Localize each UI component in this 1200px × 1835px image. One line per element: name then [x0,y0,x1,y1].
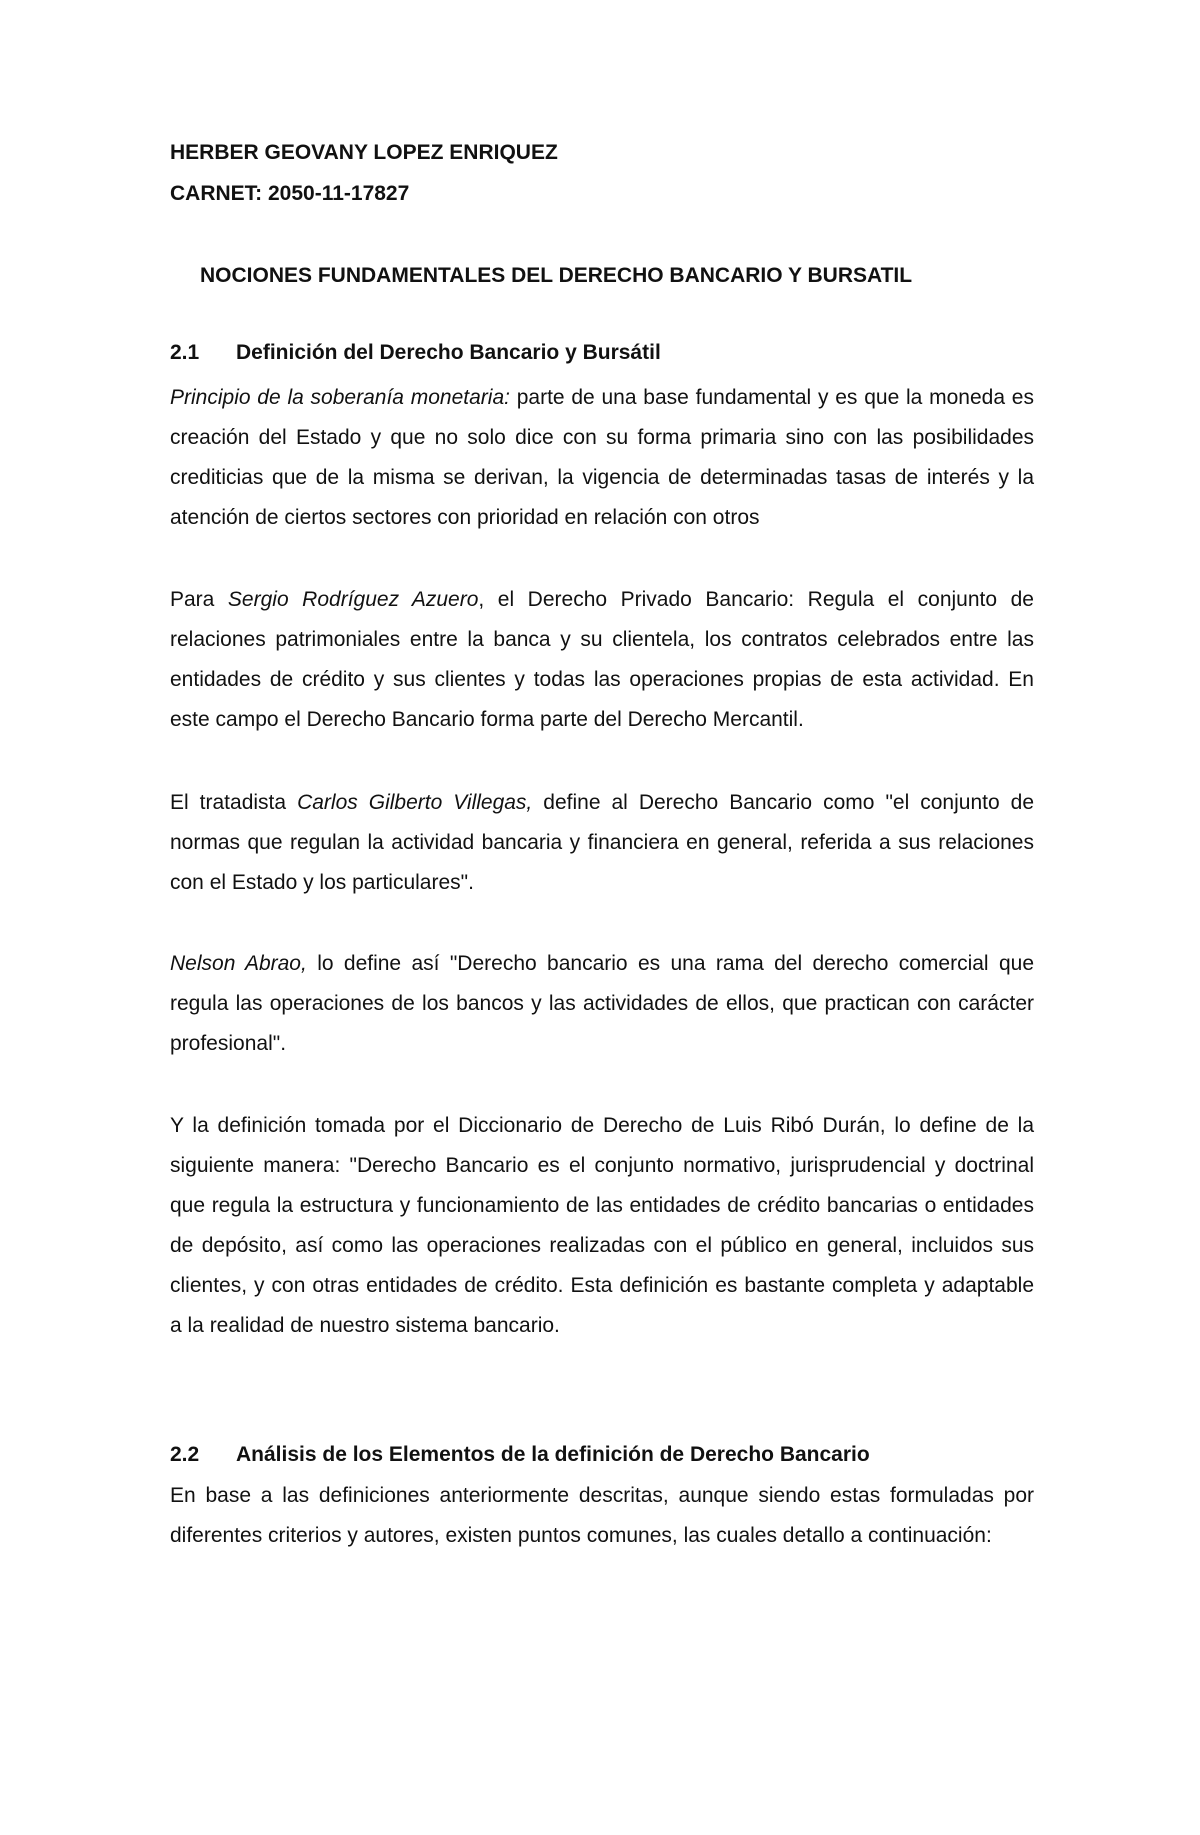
author-reference: Carlos Gilberto Villegas, [297,791,533,814]
paragraph-text: En base a las definiciones anteriormente descritas, aunque siendo estas formuladas por diferentes criterios y autores, existen puntos comunes, las cuales detallo a continuación: [170,1484,1034,1547]
section-heading-2-2 [170,1440,870,1470]
student-id: CARNET: 2050-11-17827 [170,182,410,205]
paragraph-text-before: El tratadista [170,791,298,814]
paragraph-text: parte de una base fundamental y es que la moneda es creación del Estado y que no solo dice con su forma primaria sino con las posibilidades crediticias que de la misma se derivan, la vigencia de determinadas tasas de interés y la atención de ciertos sectores con prioridad en relación con otros [170,386,1034,529]
paragraph-rodriguez [170,580,1034,740]
paragraph-villegas [170,783,1034,903]
section-title: Definición del Derecho Bancario y Bursátil [236,341,661,364]
document-title: NOCIONES FUNDAMENTALES DEL DERECHO BANCARIO Y BURSATIL [200,264,913,287]
paragraph-analisis [170,1476,1034,1556]
author-reference: Sergio Rodríguez Azuero [227,588,479,611]
author-name: HERBER GEOVANY LOPEZ ENRIQUEZ [170,141,558,164]
italic-term: Principio de la soberanía monetaria: [170,386,510,409]
paragraph-abrao [170,944,1034,1064]
paragraph-text: Y la definición tomada por el Diccionario de Derecho de Luis Ribó Durán, lo define de la siguiente manera: "Derecho Bancario es el conjunto normativo, jurisprudencial y doctrinal que regula la estructura y funcionamiento de las entidades de crédito bancarias o entidades de depósito, así como las operaciones realizadas con el público en general, incluidos sus clientes, y con otras entidades de crédito. Esta definición es bastante completa y adaptable a la realidad de nuestro sistema bancario. [170,1114,1034,1337]
paragraph-ribo-duran [170,1106,1034,1346]
section-number: 2.2 [170,1443,200,1466]
section-heading-2-1 [170,338,661,368]
paragraph-text-after: lo define así "Derecho bancario es una rama del derecho comercial que regula las operaciones de los bancos y las actividades de ellos, que practican con carácter profesional". [170,952,1035,1055]
section-number: 2.1 [170,341,200,364]
paragraph-soberania [170,378,1034,538]
paragraph-text-before: Para [170,588,228,611]
paragraph-text-after: , el Derecho Privado Bancario: Regula el conjunto de relaciones patrimoniales entre la banca y su clientela, los contratos celebrados entre las entidades de crédito y sus clientes y todas las operaciones propias de esta actividad. En este campo el Derecho Bancario forma parte del Derecho Mercantil. [170,588,1034,731]
paragraph-text-after: define al Derecho Bancario como "el conjunto de normas que regulan la actividad bancaria y financiera en general, referida a sus relaciones con el Estado y los particulares". [170,791,1034,894]
author-reference: Nelson Abrao, [170,952,307,975]
section-title: Análisis de los Elementos de la definición de Derecho Bancario [236,1443,870,1466]
